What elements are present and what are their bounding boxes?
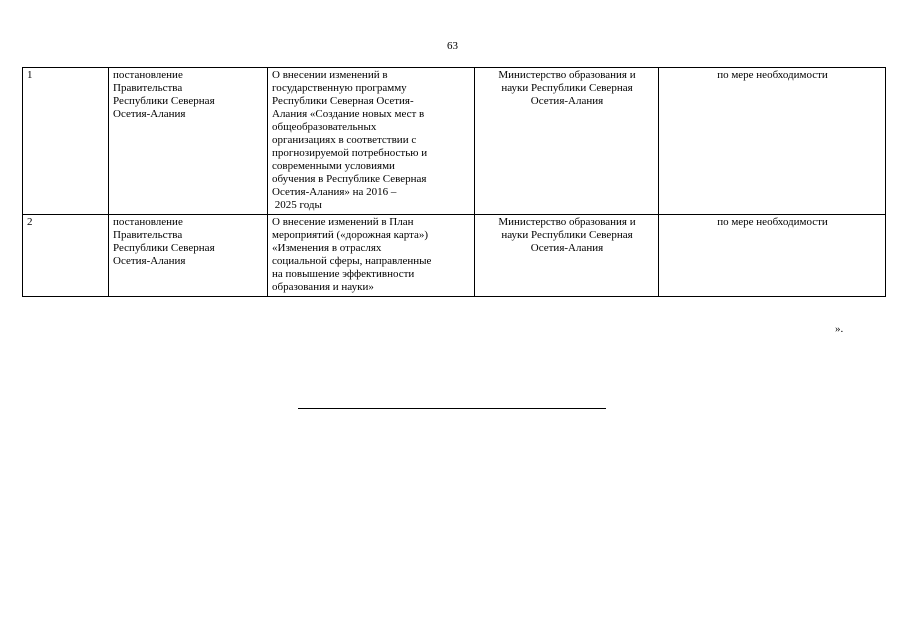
responsible-cell	[475, 215, 659, 297]
table-row	[23, 215, 886, 297]
title-cell	[268, 68, 475, 215]
title-line: социальной сферы, направленные	[272, 255, 432, 267]
responsible-line: науки Республики Северная	[501, 229, 633, 241]
term-cell	[659, 215, 886, 297]
responsible-line: Осетия-Алания	[530, 95, 604, 107]
title-line: «Изменения в отраслях	[272, 242, 382, 254]
title-line: современными условиями	[272, 160, 395, 172]
title-line: Алания «Создание новых мест в	[272, 108, 425, 120]
title-line: образования и науки»	[272, 281, 374, 293]
doc-type-cell	[109, 68, 268, 215]
doc-type-line: постановление	[113, 216, 183, 228]
title-line: государственную программу	[272, 82, 407, 94]
doc-type-cell	[109, 215, 268, 297]
doc-type-line: Правительства	[113, 82, 183, 94]
responsible-line: Осетия-Алания	[530, 242, 604, 254]
title-line: Осетия-Алания» на 2016 –	[272, 186, 397, 198]
title-line: организациях в соответствии с	[272, 134, 417, 146]
doc-type-line: Республики Северная	[113, 242, 215, 254]
responsible-line: Министерство образования и	[498, 69, 636, 81]
title-line: прогнозируемой потребностью и	[272, 147, 428, 159]
title-line: обучения в Республике Северная	[272, 173, 427, 185]
page-number: 63	[447, 40, 458, 52]
responsible-cell	[475, 68, 659, 215]
responsible-line: науки Республики Северная	[501, 82, 633, 94]
title-line: 2025 годы	[272, 199, 322, 211]
title-line: Республики Северная Осетия-	[272, 95, 414, 107]
title-line: общеобразовательных	[272, 121, 377, 133]
title-line: мероприятий («дорожная карта»)	[272, 229, 429, 241]
separator-line	[298, 408, 606, 409]
doc-type-line: Правительства	[113, 229, 183, 241]
doc-type-line: Республики Северная	[113, 95, 215, 107]
term-text: по мере необходимости	[717, 69, 828, 81]
row-number-cell	[23, 68, 109, 215]
row-number-cell	[23, 215, 109, 297]
term-cell	[659, 68, 886, 215]
plan-table	[22, 67, 886, 297]
doc-type-line: Осетия-Алания	[113, 108, 186, 120]
term-text: по мере необходимости	[717, 216, 828, 228]
title-cell	[268, 215, 475, 297]
doc-type-line: Осетия-Алания	[113, 255, 186, 267]
title-line: О внесение изменений в План	[272, 216, 414, 228]
title-line: на повышение эффективности	[272, 268, 415, 280]
row-number: 2	[27, 216, 33, 228]
responsible-line: Министерство образования и	[498, 216, 636, 228]
table-row	[23, 68, 886, 215]
closing-quote-mark: ».	[835, 323, 844, 335]
doc-type-line: постановление	[113, 69, 183, 81]
row-number: 1	[27, 69, 33, 81]
title-line: О внесении изменений в	[272, 69, 388, 81]
